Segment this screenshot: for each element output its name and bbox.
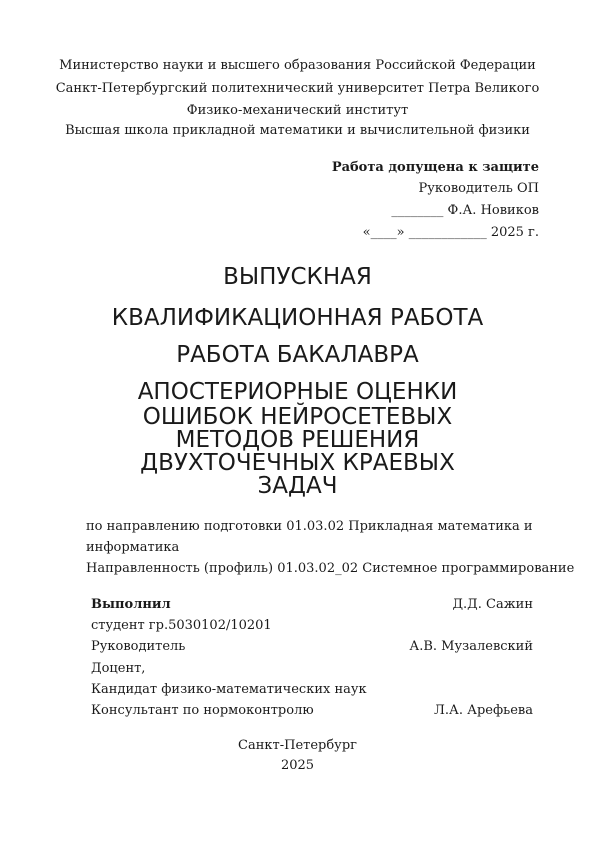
approval-position: Руководитель ОП (418, 181, 539, 196)
supervisor-rank-row (91, 661, 533, 677)
performer-name: Д.Д. Сажин (452, 597, 533, 612)
ministry-line: Министерство науки и высшего образования Российской Федерации (59, 58, 536, 73)
supervisor-rank: Доцент, (91, 661, 146, 676)
title-line-1: ВЫПУСКНАЯ (223, 264, 372, 290)
title-line-3: РАБОТА БАКАЛАВРА (176, 342, 419, 368)
topic-line-5: ЗАДАЧ (257, 473, 338, 499)
supervisor-row (91, 639, 533, 655)
supervisor-degree-row (91, 682, 533, 698)
institute-line: Физико-механический институт (186, 103, 409, 118)
footer-city: Санкт-Петербург (238, 738, 357, 753)
direction-line-1: по направлению подготовки 01.03.02 Прикладная математика и (86, 519, 533, 534)
student-group-row (91, 618, 533, 634)
profile-line: Направленность (профиль) 01.03.02_02 Системное программирование (86, 561, 575, 576)
title-line-2: КВАЛИФИКАЦИОННАЯ РАБОТА (111, 305, 484, 331)
student-group: студент гр.5030102/10201 (91, 618, 272, 633)
approval-signature-line: ________ Ф.А. Новиков (391, 203, 539, 218)
topic-line-3: МЕТОДОВ РЕШЕНИЯ (175, 427, 420, 453)
school-line: Высшая школа прикладной математики и вычислительной физики (65, 123, 530, 138)
footer-year: 2025 (280, 758, 315, 773)
consultant-row (91, 703, 533, 719)
university-line: Санкт-Петербургский политехнический университет Петра Великого (55, 81, 540, 96)
consultant-label: Консультант по нормоконтролю (91, 703, 314, 718)
approval-date-line: «____» ____________ 2025 г. (362, 225, 539, 240)
performer-label: Выполнил (91, 597, 171, 612)
topic-line-4: ДВУХТОЧЕЧНЫХ КРАЕВЫХ (140, 450, 455, 476)
topic-line-2: ОШИБОК НЕЙРОСЕТЕВЫХ (142, 404, 453, 430)
topic-line-1: АПОСТЕРИОРНЫЕ ОЦЕНКИ (137, 379, 458, 405)
performer-row (91, 597, 533, 613)
approval-title: Работа допущена к защите (331, 160, 539, 175)
supervisor-label: Руководитель (91, 639, 186, 654)
supervisor-name: А.В. Музалевский (409, 639, 533, 654)
supervisor-degree: Кандидат физико-математических наук (91, 682, 367, 697)
consultant-name: Л.А. Арефьева (434, 703, 533, 718)
direction-line-2: информатика (86, 540, 180, 555)
